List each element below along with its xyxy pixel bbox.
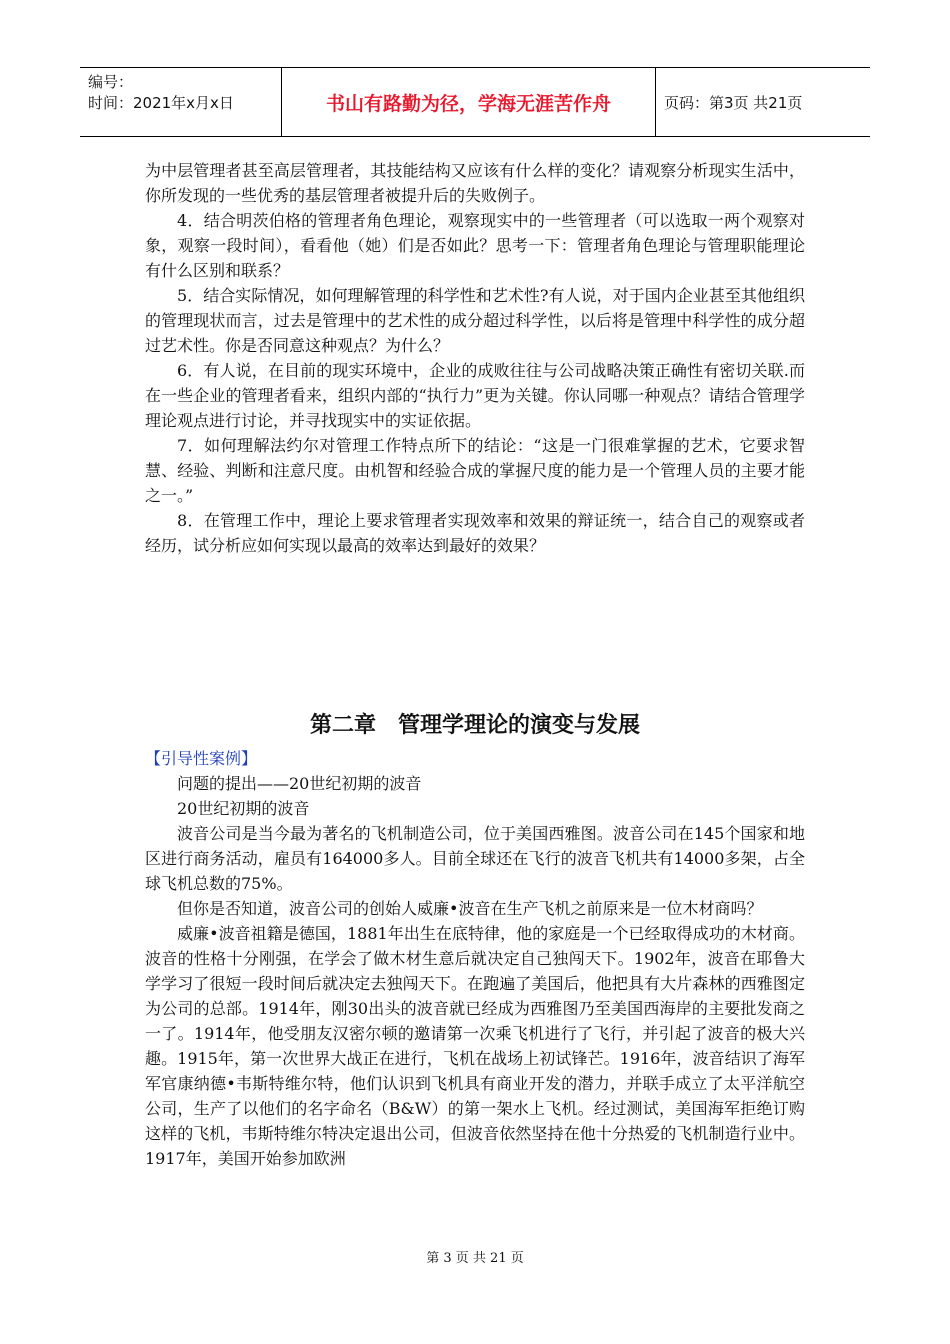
header-meta	[80, 68, 282, 136]
page-header	[80, 67, 870, 137]
case-paragraph: 波音公司是当今最为著名的飞机制造公司，位于美国西雅图。波音公司在145个国家和地区进行商务活动，雇员有164000多人。目前全球还在飞行的波音飞机共有14000多架，占全球飞机总数的75%。	[145, 824, 805, 893]
case-paragraph: 威廉•波音祖籍是德国，1881年出生在底特律，他的家庭是一个已经取得成功的木材商。波音的性格十分刚强，在学会了做木材生意后就决定自己独闯天下。1902年，波音在耶鲁大学学习了很短一段时间后就决定去独闯天下。在跑遍了美国后，他把具有大片森林的西雅图定为公司的总部。1914年，刚30出头的波音就已经成为西雅图乃至美国西海岸的主要批发商之一了。1914年，他受朋友汉密尔顿的邀请第一次乘飞机进行了飞行，并引起了波音的极大兴趣。1915年，第一次世界大战正在进行，飞机在战场上初试锋芒。1916年，波音结识了海军军官康纳德•韦斯特维尔特，他们认识到飞机具有商业开发的潜力，并联手成立了太平洋航空公司，生产了以他们的名字命名（B&W）的第一架水上飞机。经过测试，美国海军拒绝订购这样的飞机，韦斯特维尔特决定退出公司，但波音依然坚持在他十分热爱的飞机制造行业中。1917年，美国开始参加欧洲	[145, 924, 805, 1168]
chapter-title: 第二章 管理学理论的演变与发展	[309, 713, 640, 738]
header-page-info: 页码：第3页 共21页	[664, 93, 803, 112]
document-body	[145, 158, 805, 1171]
paragraph: 为中层管理者甚至高层管理者，其技能结构又应该有什么样的变化？请观察分析现实生活中，你所发现的一些优秀的基层管理者被提升后的失败例子。	[145, 161, 805, 205]
case-paragraph: 20世纪初期的波音	[177, 799, 310, 818]
paragraph: 8．在管理工作中，理论上要求管理者实现效率和效果的辩证统一，结合自己的观察或者经历，试分析应如何实现以最高的效率达到最好的效果？	[145, 511, 805, 555]
paragraph: 4．结合明茨伯格的管理者角色理论，观察现实中的一些管理者（可以选取一两个观察对象，观察一段时间），看看他（她）们是否如此？思考一下：管理者角色理论与管理职能理论有什么区别和联系？	[145, 211, 805, 280]
case-paragraph: 但你是否知道，波音公司的创始人威廉•波音在生产飞机之前原来是一位木材商吗？	[177, 899, 763, 918]
case-paragraph: 问题的提出——20世纪初期的波音	[177, 774, 422, 793]
section-spacer	[145, 558, 805, 698]
paragraph: 5．结合实际情况，如何理解管理的科学性和艺术性?有人说，对于国内企业甚至其他组织的管理现状而言，过去是管理中的艺术性的成分超过科学性，以后将是管理中科学性的成分超过艺术性。你是否同意这种观点？为什么？	[145, 286, 805, 355]
number-label: 编号：	[88, 73, 134, 91]
case-tag: 【引导性案例】	[145, 749, 258, 768]
paragraph: 6．有人说，在目前的现实环境中，企业的成败往往与公司战略决策正确性有密切关联.而在一些企业的管理者看来，组织内部的“执行力”更为关键。你认同哪一种观点？请结合管理学理论观点进行讨论，并寻找现实中的实证依据。	[145, 361, 805, 430]
date-label: 时间：2021年x月x日	[88, 94, 234, 112]
page-footer: 第 3 页 共 21 页	[426, 1251, 524, 1266]
header-motto: 书山有路勤为径，学海无涯苦作舟	[282, 68, 656, 136]
paragraph: 7．如何理解法约尔对管理工作特点所下的结论：“这是一门很难掌握的艺术，它要求智慧、经验、判断和注意尺度。由机智和经验合成的掌握尺度的能力是一个管理人员的主要才能之一。”	[145, 436, 805, 505]
